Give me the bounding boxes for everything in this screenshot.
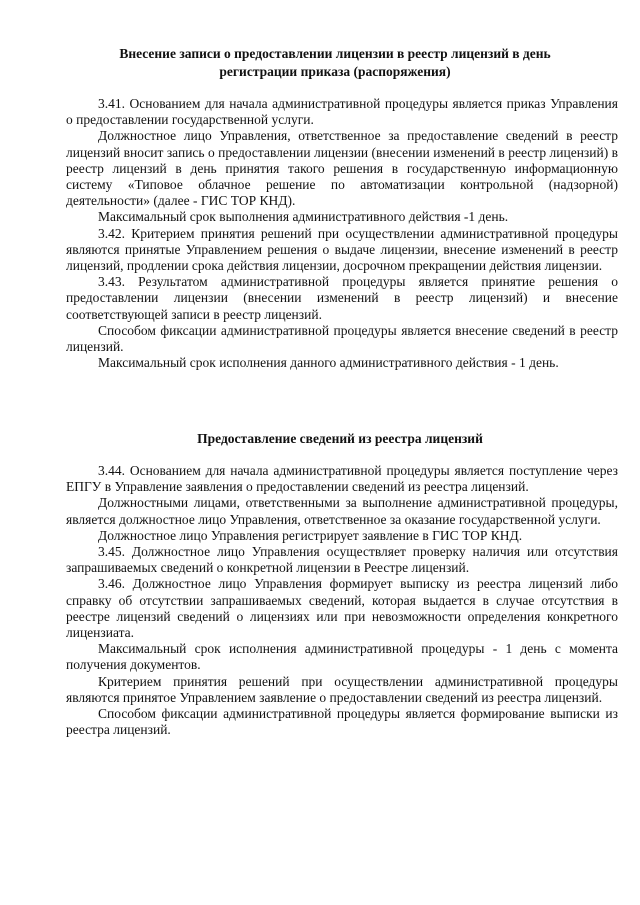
- paragraph-3-45: 3.45. Должностное лицо Управления осуществляет проверку наличия или отсутствия запрашиваемых сведений о конкретной лицензии в Реестре лицензий.: [66, 544, 618, 576]
- paragraph-3-46: 3.46. Должностное лицо Управления формирует выписку из реестра лицензий либо справку об отсутствии запрашиваемых сведений, которая выдается в случае отсутствия в реестре лицензий сведений о лицензиях или при невозможности определения конкретного лицензиата.: [66, 576, 618, 641]
- section-body-license-registry-entry: [66, 96, 618, 371]
- paragraph-max-term-1: Максимальный срок выполнения административного действия -1 день.: [98, 209, 509, 225]
- paragraph-responsible-officials: Должностными лицами, ответственными за выполнение административной процедуры, является должностное лицо Управления, ответственное за оказание государственной услуги.: [66, 495, 618, 527]
- paragraph-fixation-method-2: Способом фиксации административной процедуры является формирование выписки из реестра лицензий.: [66, 706, 618, 738]
- paragraph-decision-criterion: Критерием принятия решений при осуществлении административной процедуры являются принятое Управлением заявление о предоставлении сведений из реестра лицензий.: [66, 673, 618, 705]
- paragraph-official-enters-record: Должностное лицо Управления, ответственное за предоставление сведений в реестр лицензий вносит запись о предоставлении лицензии (внесении изменений в реестр лицензий) в реестр лицензий в день принятия такого решения в государственную информационную систему «Типовое облачное решение по автоматизации контрольной (надзорной) деятельности» (далее - ГИС ТОР КНД).: [66, 128, 618, 209]
- paragraph-3-42: 3.42. Критерием принятия решений при осуществлении административной процедуры являются принятые Управлением решения о выдаче лицензии, внесение изменений в реестр лицензий, продлении срока действия лицензии, досрочном прекращении действия лицензии.: [66, 225, 618, 274]
- paragraph-max-term-3: Максимальный срок исполнения административной процедуры - 1 день с момента получения документов.: [66, 641, 618, 673]
- paragraph-max-term-2: Максимальный срок исполнения данного административного действия - 1 день.: [98, 355, 559, 371]
- paragraph-3-41: 3.41. Основанием для начала административной процедуры является приказ Управления о предоставлении государственной услуги.: [66, 96, 618, 128]
- paragraph-registers-application: Должностное лицо Управления регистрирует заявление в ГИС ТОР КНД.: [98, 527, 523, 543]
- section-title-registry-info: Предоставление сведений из реестра лицензий: [197, 431, 483, 446]
- paragraph-3-44: 3.44. Основанием для начала административной процедуры является поступление через ЕПГУ в Управление заявления о предоставлении сведений из реестра лицензий.: [66, 463, 618, 495]
- paragraph-3-43: 3.43. Результатом административной процедуры является принятие решения о предоставлении лицензии (внесении изменений в реестр лицензий) и внесение соответствующей записи в реестр лицензий.: [66, 274, 618, 322]
- section-title-license-registry-entry: Внесение записи о предоставлении лицензии в реестр лицензий в день регистрации приказа (распоряжения): [119, 46, 551, 79]
- section-body-registry-info: [66, 463, 618, 738]
- paragraph-fixation-method-1: Способом фиксации административной процедуры является внесение сведений в реестр лицензий.: [66, 322, 618, 355]
